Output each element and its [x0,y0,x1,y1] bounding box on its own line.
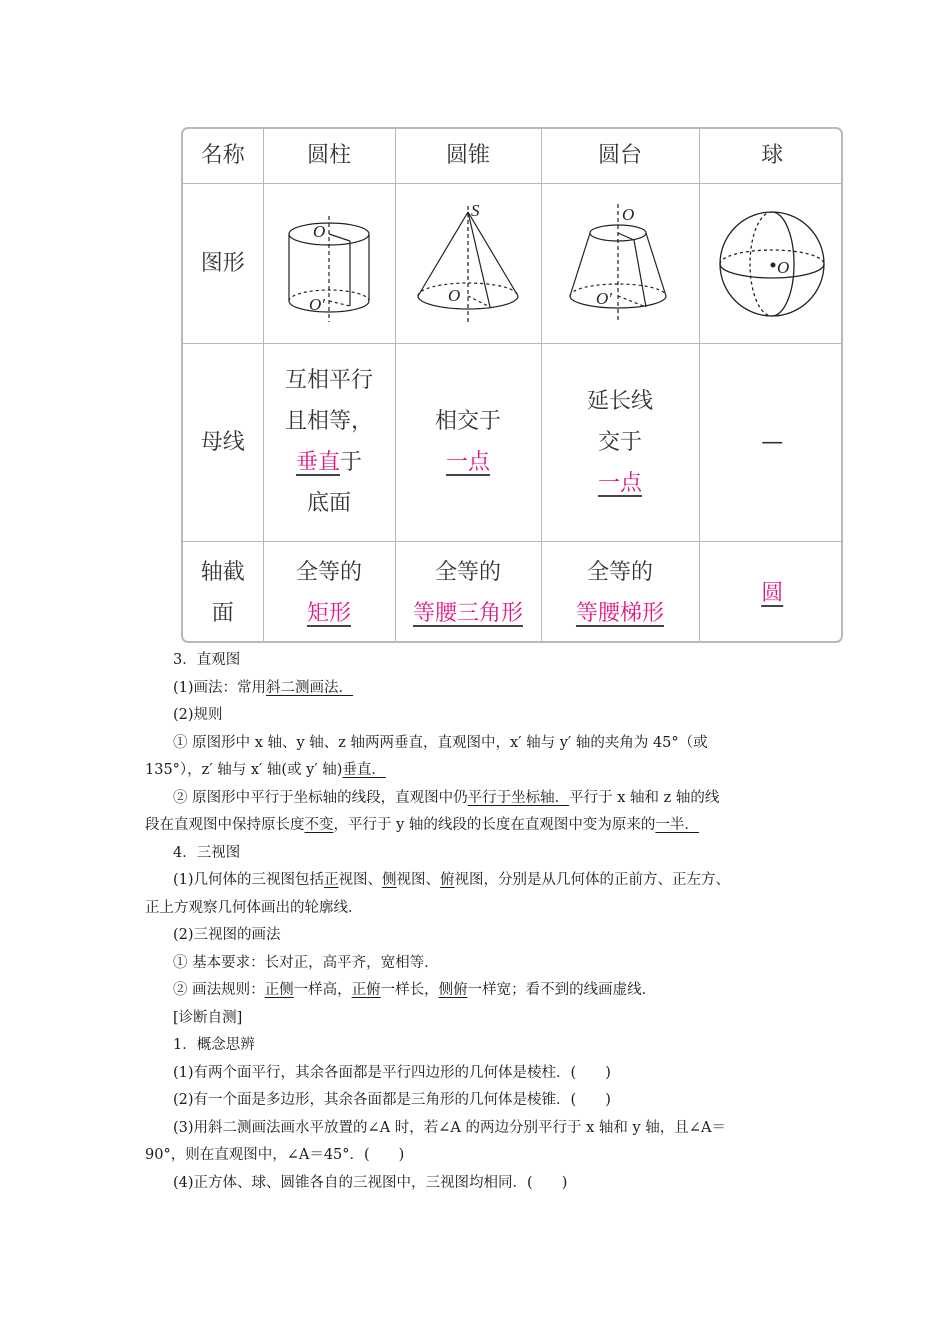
paragraph: ② 原图形中平行于坐标轴的线段，直观图中仍平行于坐标轴．平行于 x 轴和 z 轴的线 [173,789,720,806]
section-sphere [699,541,843,643]
paragraph: 正上方观察几何体画出的轮廓线． [145,899,363,916]
generatrix-sphere: — [699,343,843,541]
fill-answer: 等腰三角形 [412,601,523,627]
figure-row-label: 图形 [183,183,263,343]
paragraph: 135°），z′ 轴与 x′ 轴(或 y′ 轴)垂直． [145,762,386,778]
header-cylinder: 圆柱 [263,129,395,183]
svg-text:O′: O′ [309,295,325,314]
table-header-row [183,129,843,183]
cylinder-figure [274,198,384,328]
section-row [183,541,843,643]
svg-text:O: O [777,258,790,277]
section-4-title: 4．三视图 [173,844,241,861]
header-name: 名称 [183,129,263,183]
generatrix-row [183,343,843,541]
cylinder-figure-cell [263,183,395,343]
paragraph: (1)几何体的三视图包括正视图、侧视图、俯视图，分别是从几何体的正前方、正左方、 [173,872,731,888]
svg-text:O: O [313,222,326,241]
section-cone: 全等的 等腰三角形 [395,541,541,643]
frustum-figure-cell [541,183,699,343]
fill-answer: 一点 [597,470,642,496]
svg-text:S: S [471,201,480,220]
fill-answer: 垂直 [295,450,340,475]
svg-text:O′: O′ [596,289,612,308]
paragraph: ① 原图形中 x 轴、y 轴、z 轴两两垂直，直观图中，x′ 轴与 y′ 轴的夹角为 45°（或 [173,734,708,751]
paragraph: ① 基本要求：长对正，高平齐，宽相等． [173,954,439,971]
solids-table [181,127,843,643]
generatrix-cylinder: 互相平行 且相等， 垂直于 底面 [263,343,395,541]
svg-text:O: O [448,286,461,305]
paragraph: (2)规则 [173,707,223,723]
section-label: 轴截 面 [183,541,263,643]
cone-figure-cell [395,183,541,343]
sphere-figure [712,198,832,328]
diagnosis-heading: [诊断自测] [173,1009,243,1026]
generatrix-cone: 相交于 一点 [395,343,541,541]
section-cylinder: 全等的 矩形 [263,541,395,643]
fill-answer: 一点 [445,450,490,475]
section-frustum: 全等的 等腰梯形 [541,541,699,643]
question-3-cont: 90°，则在直观图中，∠A＝45°．( ) [145,1147,405,1163]
generatrix-label: 母线 [183,343,263,541]
generatrix-frustum: 延长线 交于 一点 [541,343,699,541]
fill-answer: 等腰梯形 [575,601,664,627]
paragraph: (2)三视图的画法 [173,927,281,943]
header-frustum: 圆台 [541,129,699,183]
question-1: (1)有两个面平行，其余各面都是平行四边形的几何体是棱柱．( ) [173,1064,611,1081]
fill-answer: 矩形 [306,601,351,627]
question-3: (3)用斜二测画法画水平放置的∠A 时，若∠A 的两边分别平行于 x 轴和 y 轴，且∠A＝ [173,1119,726,1136]
header-cone: 圆锥 [395,129,541,183]
section-3-title: 3．直观图 [173,652,241,668]
sphere-figure-cell [699,183,843,343]
figure-row [183,183,843,343]
question-4: (4)正方体、球、圆锥各自的三视图中，三视图均相同．( ) [173,1174,568,1191]
fill-answer: 圆 [761,580,784,606]
paragraph: (1)画法：常用斜二测画法． [173,679,354,696]
question-2: (2)有一个面是多边形，其余各面都是三角形的几何体是棱锥．( ) [173,1092,611,1108]
body-text [145,647,825,1197]
svg-text:O: O [622,205,635,224]
frustum-figure [560,198,680,328]
paragraph: 段在直观图中保持原长度不变，平行于 y 轴的线段的长度在直观图中变为原来的一半． [145,817,699,833]
header-sphere: 球 [699,129,843,183]
question-title: 1．概念思辨 [173,1037,255,1053]
paragraph: ② 画法规则：正侧一样高，正俯一样长，侧俯一样宽；看不到的线画虚线． [173,982,657,998]
cone-figure [408,198,528,328]
